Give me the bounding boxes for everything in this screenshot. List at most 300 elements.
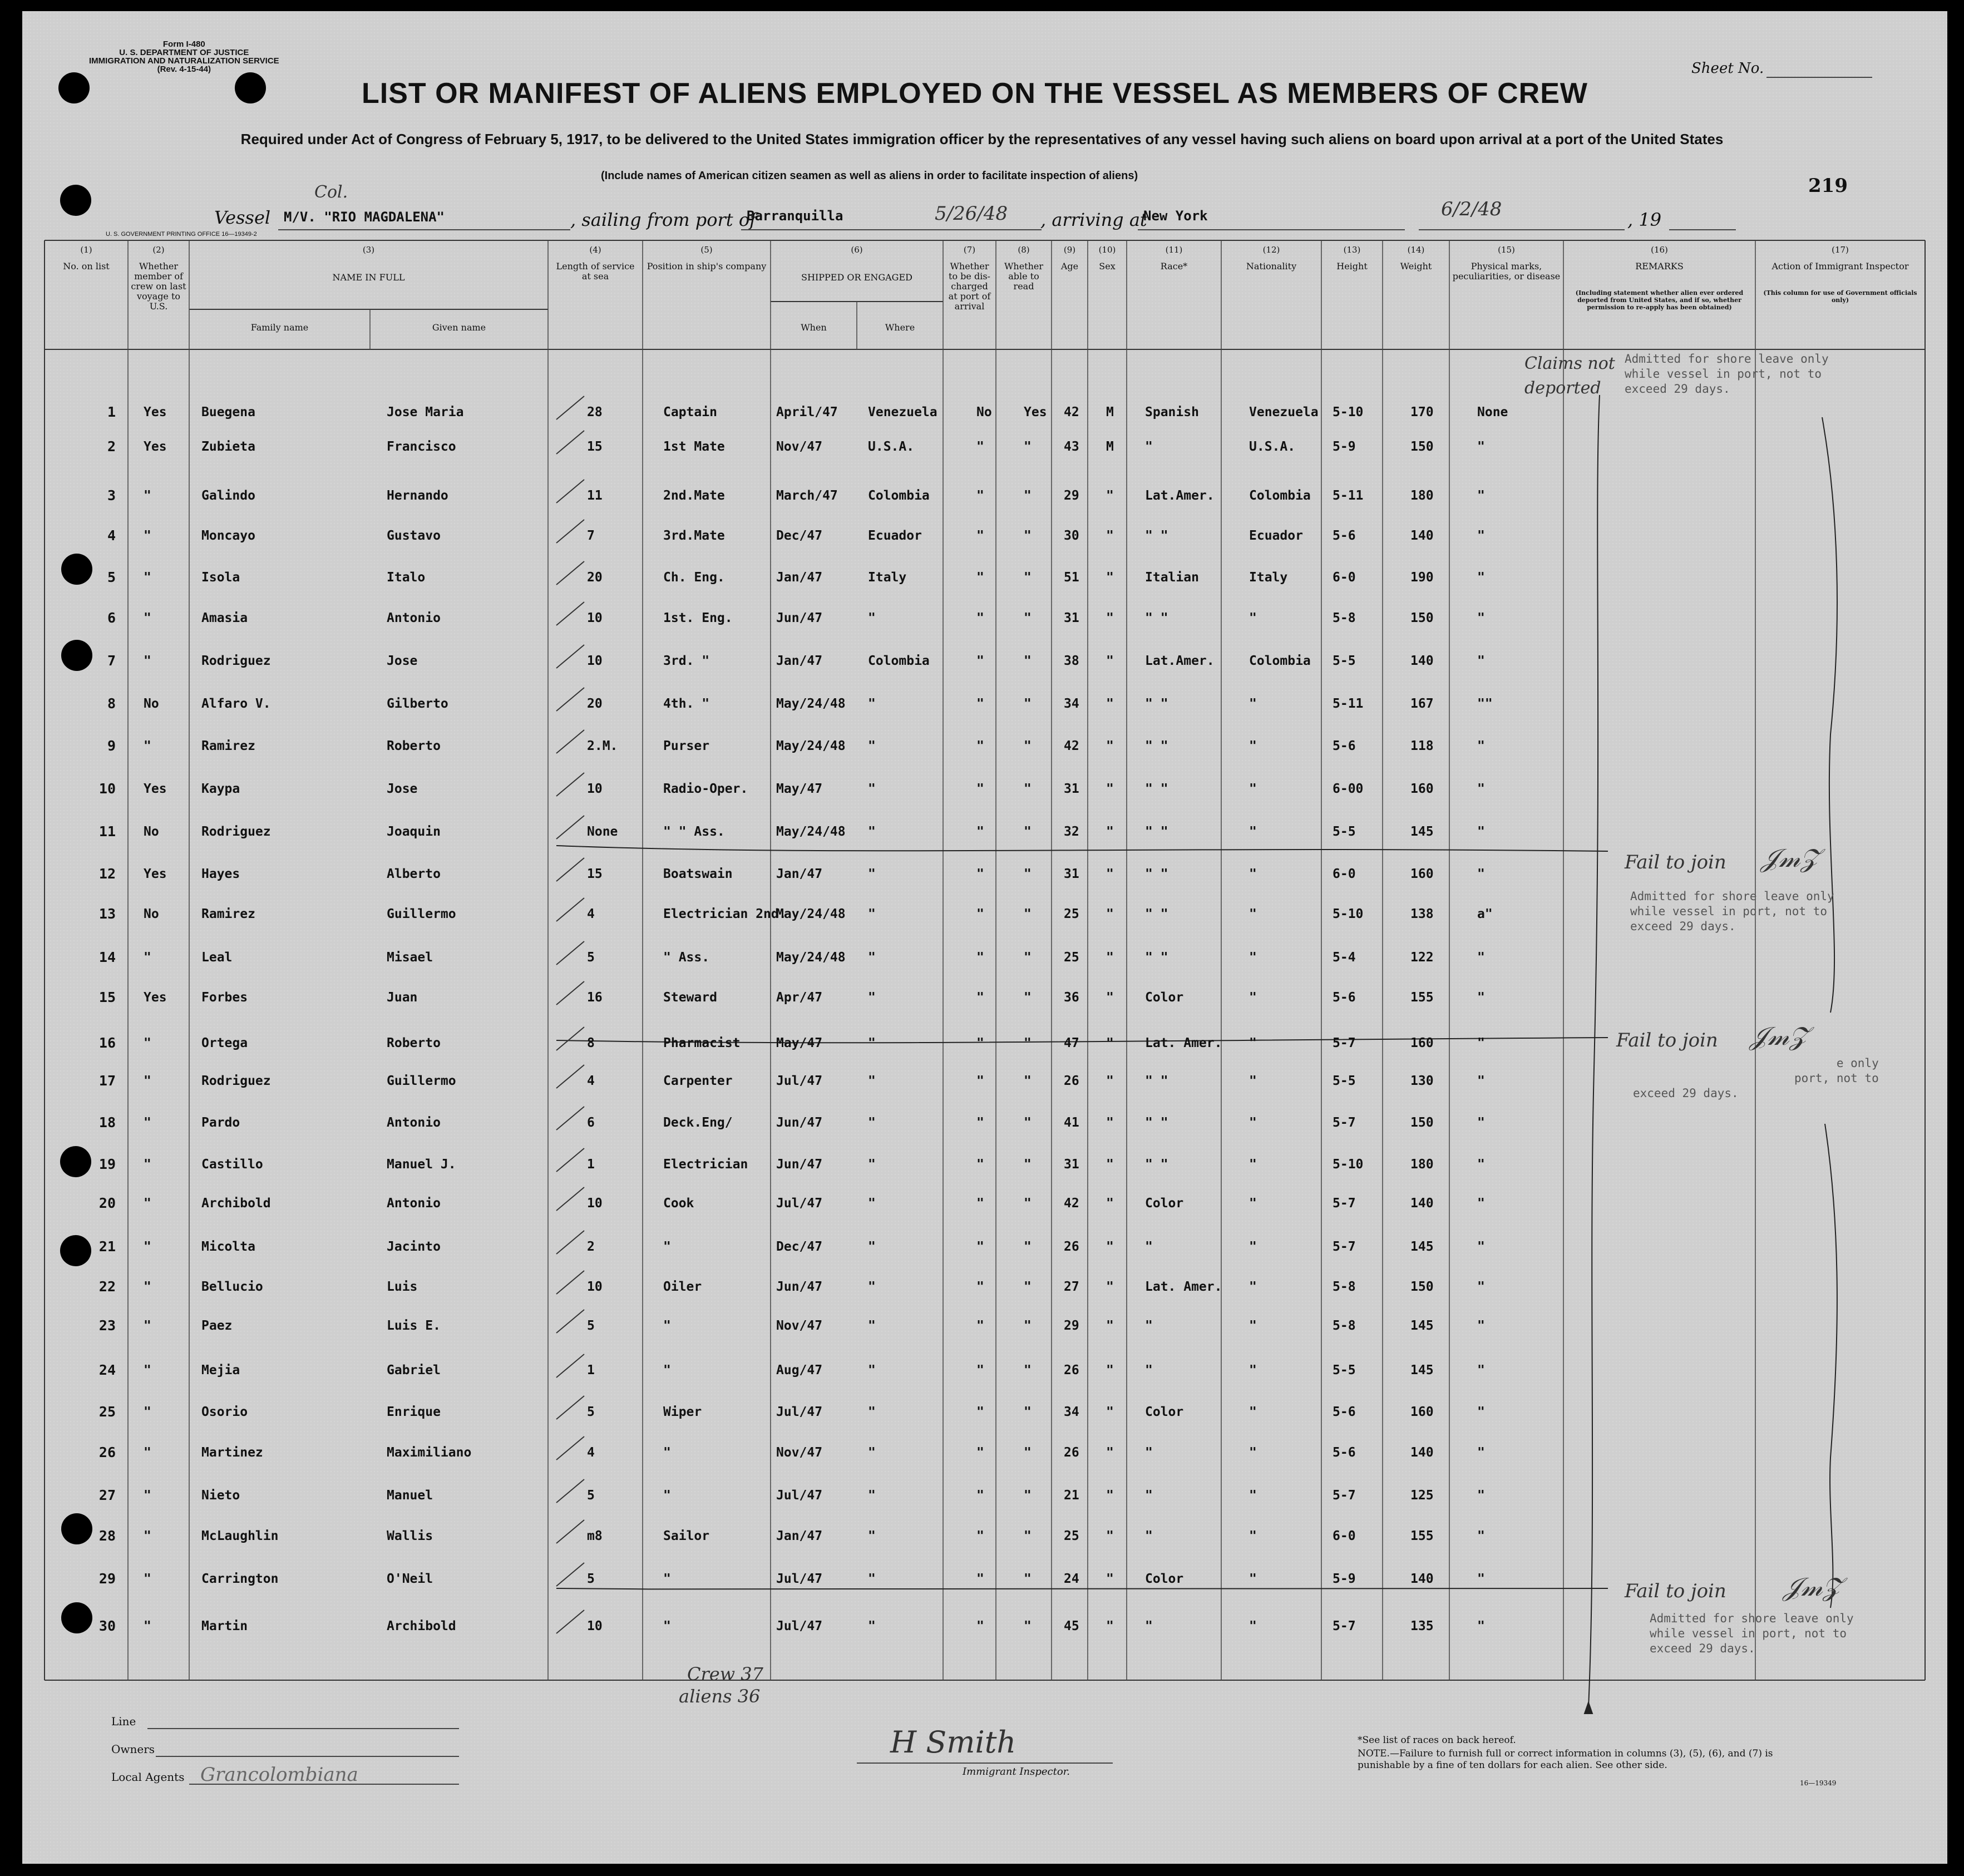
inspector-line: [857, 1763, 1113, 1764]
cell-name-in-full-family: Amasia: [201, 611, 248, 625]
row-number: 19: [98, 1156, 116, 1172]
cell-position: 10: [587, 1196, 603, 1211]
cell-remarks: 180: [1410, 488, 1434, 503]
cell-name-in-full-family: McLaughlin: [201, 1529, 279, 1543]
cell-physical-marks: 6-0: [1333, 867, 1356, 881]
cell-sex: ": [1024, 440, 1032, 454]
cell-nationality: ": [1106, 1036, 1114, 1050]
cell-nationality: ": [1106, 782, 1114, 796]
arrive-date: 6/2/48: [1441, 198, 1502, 220]
cell-name-in-full-family: Castillo: [201, 1157, 263, 1172]
cell-last-voyage: ": [144, 1157, 151, 1172]
cell-weight: ": [1249, 990, 1257, 1005]
cell-last-voyage: ": [144, 488, 151, 503]
row-number: 18: [98, 1114, 116, 1130]
cell-last-voyage: Yes: [144, 782, 167, 796]
cell-discharged: Dec/47: [776, 529, 823, 543]
cell-nationality: ": [1106, 1280, 1114, 1294]
row-number: 23: [98, 1317, 116, 1334]
sail-date: 5/26/48: [935, 203, 1008, 225]
cell-nationality: ": [1106, 739, 1114, 753]
cell-remarks: 160: [1410, 1036, 1434, 1050]
cell-able-to-read: Colombia: [868, 488, 930, 503]
row-number: 1: [107, 404, 116, 420]
cell-shipped-engaged: ": [663, 1619, 671, 1633]
cell-nationality: ": [1106, 1074, 1114, 1088]
cell-length-of-service-given: Jose: [387, 654, 418, 668]
cell-sex: ": [1024, 488, 1032, 503]
cell-able-to-read: ": [868, 1572, 876, 1586]
cell-weight: Ecuador: [1249, 529, 1303, 543]
cell-shipped-engaged: ": [663, 1319, 671, 1333]
cell-sex: ": [1024, 867, 1032, 881]
cell-sex: ": [1024, 1319, 1032, 1333]
cell-position: 5: [587, 1405, 595, 1419]
cell-sex: ": [1024, 1405, 1032, 1419]
cell-sex: ": [1024, 1488, 1032, 1503]
cell-last-voyage: ": [144, 739, 151, 753]
cell-name-in-full-family: Zubieta: [201, 440, 255, 454]
check-mark: [556, 1271, 584, 1294]
cell-physical-marks: 5-10: [1333, 405, 1364, 419]
cell-name-in-full-family: Leal: [201, 950, 233, 965]
cell-race: 43: [1064, 440, 1079, 454]
cell-physical-marks: 5-6: [1333, 529, 1356, 543]
cell-name-in-full-family: Ramirez: [201, 739, 255, 753]
cell-nationality: ": [1106, 825, 1114, 839]
column-number: (3): [362, 245, 375, 255]
cell-last-voyage: ": [144, 1445, 151, 1460]
include-note: (Include names of American citizen seamen as well as aliens in order to facilitate inspection of aliens): [601, 170, 1138, 182]
cell-discharged: Jul/47: [776, 1074, 823, 1088]
cell-inspector-action: ": [1477, 1405, 1485, 1419]
cell-sex: ": [1024, 1529, 1032, 1543]
row-number: 21: [98, 1238, 116, 1255]
cell-nationality: ": [1106, 1488, 1114, 1503]
cell-discharged: Jul/47: [776, 1405, 823, 1419]
cell-race: 34: [1064, 697, 1079, 711]
cell-length-of-service-given: Antonio: [387, 611, 441, 625]
cell-nationality: ": [1106, 1319, 1114, 1333]
cell-name-in-full-family: Hayes: [201, 867, 240, 881]
cell-inspector-action: ": [1477, 1572, 1485, 1586]
check-mark: [556, 1436, 584, 1460]
row-number: 2: [107, 438, 116, 455]
cell-age: ": [976, 990, 984, 1005]
cell-shipped-engaged: Radio-Oper.: [663, 782, 748, 796]
cell-sex: ": [1024, 1196, 1032, 1211]
cell-race: 32: [1064, 825, 1079, 839]
cell-sex: ": [1024, 907, 1032, 921]
cell-sex: ": [1024, 739, 1032, 753]
cell-name-in-full-family: Rodriguez: [201, 654, 271, 668]
cell-position: 6: [587, 1115, 595, 1130]
cell-age: ": [976, 1196, 984, 1211]
cell-weight: ": [1249, 825, 1257, 839]
cell-length-of-service-given: Hernando: [387, 488, 448, 503]
cell-height: " ": [1145, 867, 1168, 881]
column-number: (2): [152, 245, 165, 255]
cell-inspector-action: ": [1477, 990, 1485, 1005]
cell-position: 10: [587, 611, 603, 625]
cell-inspector-action: ": [1477, 654, 1485, 668]
cell-shipped-engaged: ": [663, 1363, 671, 1378]
vessel-label: Vessel: [214, 207, 271, 228]
cell-position: 15: [587, 440, 603, 454]
cell-able-to-read: ": [868, 1157, 876, 1172]
row-number: 27: [98, 1487, 116, 1503]
cell-physical-marks: 5-5: [1333, 825, 1356, 839]
cell-position: 20: [587, 697, 603, 711]
cell-discharged: May/24/48: [776, 739, 846, 753]
row-number: 5: [107, 569, 116, 585]
cell-able-to-read: ": [868, 1319, 876, 1333]
column-header-weight: Weight: [1400, 261, 1432, 271]
cell-physical-marks: 5-5: [1333, 654, 1356, 668]
cell-height: ": [1145, 1240, 1153, 1254]
cell-height: Lat. Amer.: [1145, 1280, 1222, 1294]
cell-discharged: Dec/47: [776, 1240, 823, 1254]
inspector-signature: H Smith: [890, 1725, 1016, 1760]
form-number: Form I-480: [162, 40, 205, 49]
column-subtext: (Including statement whether alien ever ordered deported from United States, and if so, whether permission to re-apply has been obtained): [1575, 289, 1744, 311]
cell-able-to-read: ": [868, 1115, 876, 1130]
cell-able-to-read: ": [868, 1363, 876, 1378]
cell-height: " ": [1145, 739, 1168, 753]
cell-last-voyage: ": [144, 1405, 151, 1419]
cell-inspector-action: "": [1477, 697, 1493, 711]
cell-sex: ": [1024, 570, 1032, 585]
cell-discharged: Jul/47: [776, 1196, 823, 1211]
cell-length-of-service-given: Manuel: [387, 1488, 433, 1503]
cell-shipped-engaged: Wiper: [663, 1405, 702, 1419]
cell-physical-marks: 5-5: [1333, 1363, 1356, 1378]
cell-position: 20: [587, 570, 603, 585]
cell-height: Spanish: [1145, 405, 1199, 419]
row-number: 24: [98, 1362, 116, 1378]
cell-inspector-action: ": [1477, 782, 1485, 796]
cell-able-to-read: Colombia: [868, 654, 930, 668]
cell-nationality: ": [1106, 1405, 1114, 1419]
cell-physical-marks: 5-4: [1333, 950, 1356, 965]
cell-physical-marks: 5-6: [1333, 1405, 1356, 1419]
cell-discharged: Aug/47: [776, 1363, 823, 1378]
cell-weight: ": [1249, 1488, 1257, 1503]
cell-sex: ": [1024, 1363, 1032, 1378]
cell-nationality: ": [1106, 488, 1114, 503]
cell-inspector-action: ": [1477, 1157, 1485, 1172]
cell-nationality: ": [1106, 1115, 1114, 1130]
cell-last-voyage: ": [144, 654, 151, 668]
cell-length-of-service-given: Wallis: [387, 1529, 433, 1543]
cell-age: ": [976, 697, 984, 711]
cell-sex: ": [1024, 990, 1032, 1005]
cell-physical-marks: 5-5: [1333, 1074, 1356, 1088]
cell-physical-marks: 6-00: [1333, 782, 1364, 796]
cell-able-to-read: ": [868, 1619, 876, 1633]
cell-race: 42: [1064, 405, 1079, 419]
row-number: 9: [107, 738, 116, 754]
cell-physical-marks: 5-10: [1333, 1157, 1364, 1172]
cell-discharged: Apr/47: [776, 990, 823, 1005]
column-subtext: (This column for use of Government officials only): [1763, 289, 1917, 304]
column-number: (13): [1343, 245, 1361, 255]
cell-remarks: 130: [1410, 1074, 1434, 1088]
cell-name-in-full-family: Bellucio: [201, 1280, 263, 1294]
cell-last-voyage: ": [144, 1240, 151, 1254]
cell-discharged: April/47: [776, 405, 838, 419]
cell-name-in-full-family: Martin: [201, 1619, 248, 1633]
cell-physical-marks: 5-6: [1333, 1445, 1356, 1460]
cell-remarks: 160: [1410, 867, 1434, 881]
cell-discharged: Jan/47: [776, 1529, 823, 1543]
cell-sex: ": [1024, 1036, 1032, 1050]
cell-able-to-read: ": [868, 1074, 876, 1088]
column-header-last-voyage: Whether member of crew on last voyage to U.S.: [131, 261, 186, 312]
cell-remarks: 145: [1410, 825, 1434, 839]
cell-race: 31: [1064, 611, 1079, 625]
cell-race: 30: [1064, 529, 1079, 543]
cell-discharged: May/47: [776, 782, 823, 796]
cell-last-voyage: ": [144, 611, 151, 625]
cell-position: 10: [587, 1280, 603, 1294]
cell-discharged: May/47: [776, 1036, 823, 1050]
cell-weight: ": [1249, 1196, 1257, 1211]
cell-discharged: May/24/48: [776, 950, 846, 965]
cell-inspector-action: ": [1477, 611, 1485, 625]
column-subheader: Given name: [432, 322, 486, 333]
column-number: (1): [80, 245, 92, 255]
cell-age: ": [976, 488, 984, 503]
cell-shipped-engaged: Boatswain: [663, 867, 733, 881]
cell-discharged: Nov/47: [776, 1319, 823, 1333]
cell-physical-marks: 5-7: [1333, 1619, 1356, 1633]
check-mark: [556, 858, 584, 881]
cell-race: 34: [1064, 1405, 1079, 1419]
cell-race: 25: [1064, 950, 1079, 965]
printing-office: U. S. GOVERNMENT PRINTING OFFICE 16—19349-2: [106, 231, 257, 238]
cell-weight: Italy: [1249, 570, 1288, 585]
cell-position: 5: [587, 1488, 595, 1503]
cell-age: ": [976, 611, 984, 625]
cell-sex: ": [1024, 1619, 1032, 1633]
cell-able-to-read: ": [868, 739, 876, 753]
cell-height: ": [1145, 1619, 1153, 1633]
cell-name-in-full-family: Rodriguez: [201, 825, 271, 839]
cell-name-in-full-family: Paez: [201, 1319, 233, 1333]
check-mark: [556, 1107, 584, 1130]
cell-height: ": [1145, 1445, 1153, 1460]
cell-discharged: Jun/47: [776, 1280, 823, 1294]
cell-discharged: Jan/47: [776, 654, 823, 668]
cell-length-of-service-given: Alberto: [387, 867, 441, 881]
check-mark: [556, 1354, 584, 1378]
cell-able-to-read: ": [868, 1488, 876, 1503]
cell-height: Color: [1145, 1572, 1184, 1586]
cell-able-to-read: ": [868, 950, 876, 965]
cell-inspector-action: ": [1477, 1240, 1485, 1254]
cell-position: 10: [587, 1619, 603, 1633]
cell-age: ": [976, 1619, 984, 1633]
cell-race: 38: [1064, 654, 1079, 668]
cell-shipped-engaged: Cook: [663, 1196, 694, 1211]
cell-able-to-read: ": [868, 907, 876, 921]
cell-length-of-service-given: Italo: [387, 570, 426, 585]
cell-shipped-engaged: 2nd.Mate: [663, 488, 725, 503]
cell-height: " ": [1145, 1157, 1168, 1172]
cell-name-in-full-family: Kaypa: [201, 782, 240, 796]
cell-remarks: 155: [1410, 1529, 1434, 1543]
cell-last-voyage: ": [144, 1529, 151, 1543]
cell-sex: ": [1024, 1240, 1032, 1254]
cell-nationality: ": [1106, 1240, 1114, 1254]
cell-race: 41: [1064, 1115, 1079, 1130]
cell-remarks: 140: [1410, 529, 1434, 543]
cell-name-in-full-family: Forbes: [201, 990, 248, 1005]
service: IMMIGRATION AND NATURALIZATION SERVICE: [89, 56, 279, 66]
cell-race: 31: [1064, 867, 1079, 881]
cell-race: 31: [1064, 782, 1079, 796]
cell-physical-marks: 5-7: [1333, 1115, 1356, 1130]
cell-name-in-full-family: Martinez: [201, 1445, 263, 1460]
cell-height: " ": [1145, 825, 1168, 839]
cell-name-in-full-family: Ramirez: [201, 907, 255, 921]
cell-weight: ": [1249, 1619, 1257, 1633]
cell-race: 27: [1064, 1280, 1079, 1294]
cell-last-voyage: ": [144, 1572, 151, 1586]
cell-inspector-action: ": [1477, 1363, 1485, 1378]
cell-remarks: 150: [1410, 440, 1434, 454]
cell-weight: Colombia: [1249, 654, 1311, 668]
row-number: 15: [98, 989, 116, 1005]
cell-weight: ": [1249, 867, 1257, 881]
cell-shipped-engaged: ": [663, 1240, 671, 1254]
cell-weight: ": [1249, 1074, 1257, 1088]
cell-age: ": [976, 1240, 984, 1254]
cell-height: Italian: [1145, 570, 1199, 585]
cell-sex: ": [1024, 1572, 1032, 1586]
column-subheader: When: [801, 322, 827, 333]
cell-nationality: M: [1106, 440, 1114, 454]
column-header-no-on-list: No. on list: [63, 261, 110, 271]
check-mark: [556, 1027, 584, 1050]
cell-physical-marks: 5-7: [1333, 1488, 1356, 1503]
cell-length-of-service-given: Guillermo: [387, 907, 456, 921]
cell-race: 26: [1064, 1074, 1079, 1088]
cell-nationality: ": [1106, 529, 1114, 543]
cell-physical-marks: 5-10: [1333, 907, 1364, 921]
column-header-position: Position in ship's company: [647, 261, 767, 271]
cell-last-voyage: No: [144, 825, 159, 839]
cell-weight: ": [1249, 1445, 1257, 1460]
column-subheader: Where: [885, 322, 915, 333]
check-mark: [556, 1148, 584, 1172]
cell-nationality: ": [1106, 867, 1114, 881]
cell-able-to-read: ": [868, 1036, 876, 1050]
check-mark: [556, 1231, 584, 1254]
cell-length-of-service-given: Jacinto: [387, 1240, 441, 1254]
cell-last-voyage: ": [144, 1363, 151, 1378]
cell-inspector-action: ": [1477, 1196, 1485, 1211]
check-mark: [556, 602, 584, 625]
cell-shipped-engaged: Deck.Eng/: [663, 1115, 733, 1130]
check-mark: [556, 941, 584, 965]
cell-remarks: 118: [1410, 739, 1434, 753]
column-header-discharged: Whether to be dis-charged at port of arrival: [948, 261, 991, 312]
cell-inspector-action: ": [1477, 1280, 1485, 1294]
cell-shipped-engaged: Steward: [663, 990, 717, 1005]
cell-remarks: 160: [1410, 1405, 1434, 1419]
revision: (Rev. 4-15-44): [157, 65, 211, 74]
cell-age: ": [976, 440, 984, 454]
cell-race: 51: [1064, 570, 1079, 585]
row-number: 28: [98, 1528, 116, 1544]
cell-race: 26: [1064, 1363, 1079, 1378]
cell-sex: ": [1024, 654, 1032, 668]
owners-field: [156, 1756, 459, 1757]
cell-remarks: 140: [1410, 1445, 1434, 1460]
cell-height: Color: [1145, 1196, 1184, 1211]
check-mark: [556, 1479, 584, 1503]
cell-age: ": [976, 907, 984, 921]
cell-last-voyage: No: [144, 907, 159, 921]
cell-name-in-full-family: Galindo: [201, 488, 255, 503]
cell-age: ": [976, 570, 984, 585]
column-number: (10): [1098, 245, 1116, 255]
cell-position: 16: [587, 990, 603, 1005]
cell-height: " ": [1145, 907, 1168, 921]
cell-remarks: 167: [1410, 697, 1434, 711]
check-mark: [556, 561, 584, 585]
column-number: (12): [1262, 245, 1280, 255]
cell-inspector-action: ": [1477, 1319, 1485, 1333]
cell-weight: ": [1249, 697, 1257, 711]
cell-discharged: Jan/47: [776, 570, 823, 585]
cell-age: ": [976, 1529, 984, 1543]
cell-age: ": [976, 1280, 984, 1294]
column-header-height: Height: [1336, 261, 1368, 271]
fail-to-join-note: Fail to join: [1625, 1580, 1726, 1602]
cell-sex: ": [1024, 1445, 1032, 1460]
check-mark: [556, 981, 584, 1005]
cell-length-of-service-given: Juan: [387, 990, 418, 1005]
manifest-sheet: [22, 11, 1947, 1864]
cell-able-to-read: U.S.A.: [868, 440, 915, 454]
cell-able-to-read: ": [868, 1240, 876, 1254]
cell-weight: ": [1249, 1319, 1257, 1333]
cell-height: Lat.Amer.: [1145, 654, 1215, 668]
cell-weight: ": [1249, 1405, 1257, 1419]
cell-discharged: March/47: [776, 488, 838, 503]
cell-able-to-read: ": [868, 1280, 876, 1294]
cell-length-of-service-given: Guillermo: [387, 1074, 456, 1088]
cell-weight: ": [1249, 1157, 1257, 1172]
cell-remarks: 122: [1410, 950, 1434, 965]
cell-name-in-full-family: Archibold: [201, 1196, 271, 1211]
cell-race: 42: [1064, 1196, 1079, 1211]
cell-inspector-action: ": [1477, 867, 1485, 881]
cell-discharged: Jun/47: [776, 1115, 823, 1130]
cell-position: 7: [587, 529, 595, 543]
row-number: 12: [98, 866, 116, 882]
requirement-text: Required under Act of Congress of February 5, 1917, to be delivered to the United States immigration officer by the representatives of any vessel having such aliens on board upon arrival at a port of the United States: [240, 131, 1724, 147]
cell-able-to-read: ": [868, 1196, 876, 1211]
cell-length-of-service-given: Luis: [387, 1280, 418, 1294]
cell-race: 36: [1064, 990, 1079, 1005]
cell-length-of-service-given: Enrique: [387, 1405, 441, 1419]
cell-remarks: 170: [1410, 405, 1434, 419]
cell-sex: ": [1024, 529, 1032, 543]
